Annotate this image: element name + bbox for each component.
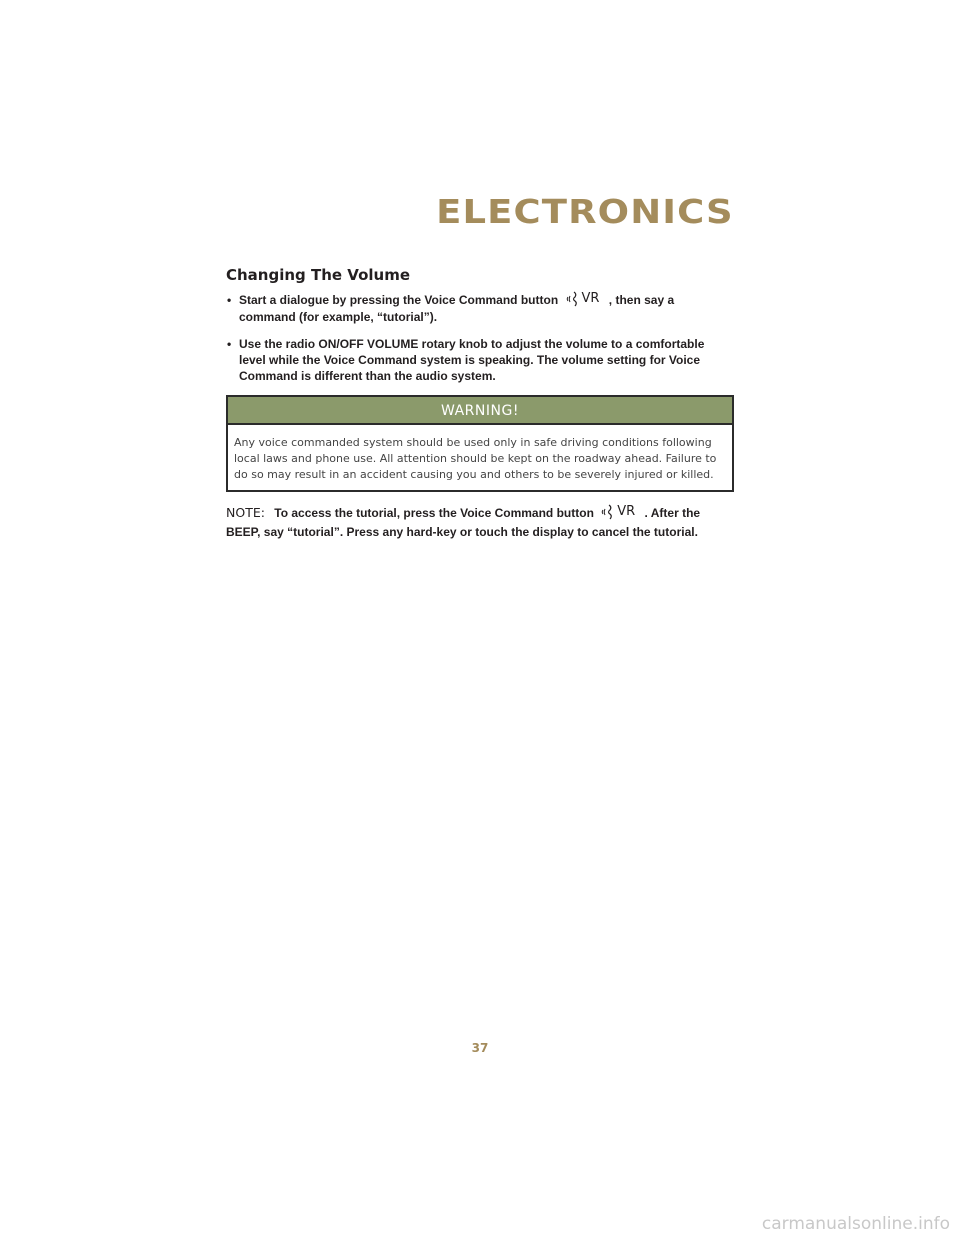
bullet-text-after: , then say a command (for example, “tutorial”). xyxy=(239,293,675,324)
note-text-before: To access the tutorial, press the Voice Command button xyxy=(274,505,594,520)
warning-box xyxy=(226,395,734,492)
warning-title: WARNING! xyxy=(228,397,732,425)
bullet-list xyxy=(226,292,734,384)
list-item xyxy=(226,336,734,384)
bullet-text: Use the radio ON/OFF VOLUME rotary knob to adjust the volume to a comfortable level while the Voice Command system is speaking. The volume setting for Voice Command is different than the audio system. xyxy=(239,336,705,383)
note-text-after: . After the BEEP, say “tutorial”. Press any hard-key or touch the display to cancel the tutorial. xyxy=(226,505,701,539)
voice-command-icon xyxy=(601,503,635,521)
note-label: NOTE: xyxy=(226,504,265,520)
warning-body: Any voice commanded system should be used only in safe driving conditions following local laws and phone use. All attention should be kept on the roadway ahead. Failure to do so may result in an accident causing you and others to be severely injured or killed. xyxy=(234,435,717,481)
note-paragraph xyxy=(226,504,734,541)
vr-label: VR xyxy=(617,503,636,519)
bullet-dot: • xyxy=(227,336,232,351)
content xyxy=(226,266,734,541)
section-title: ELECTRONICS xyxy=(436,192,734,231)
section-heading: Changing The Volume xyxy=(226,266,411,284)
page-number: 37 xyxy=(471,1041,489,1055)
list-item xyxy=(226,292,734,325)
bullet-dot: • xyxy=(227,293,232,307)
voice-command-icon xyxy=(566,291,600,307)
voice-waves-icon xyxy=(601,504,615,520)
bullet-text-before: Start a dialogue by pressing the Voice Command button xyxy=(239,293,559,307)
voice-waves-icon xyxy=(566,291,580,307)
vr-label: VR xyxy=(581,290,600,306)
watermark-link[interactable]: carmanualsonline.info xyxy=(761,1214,950,1234)
